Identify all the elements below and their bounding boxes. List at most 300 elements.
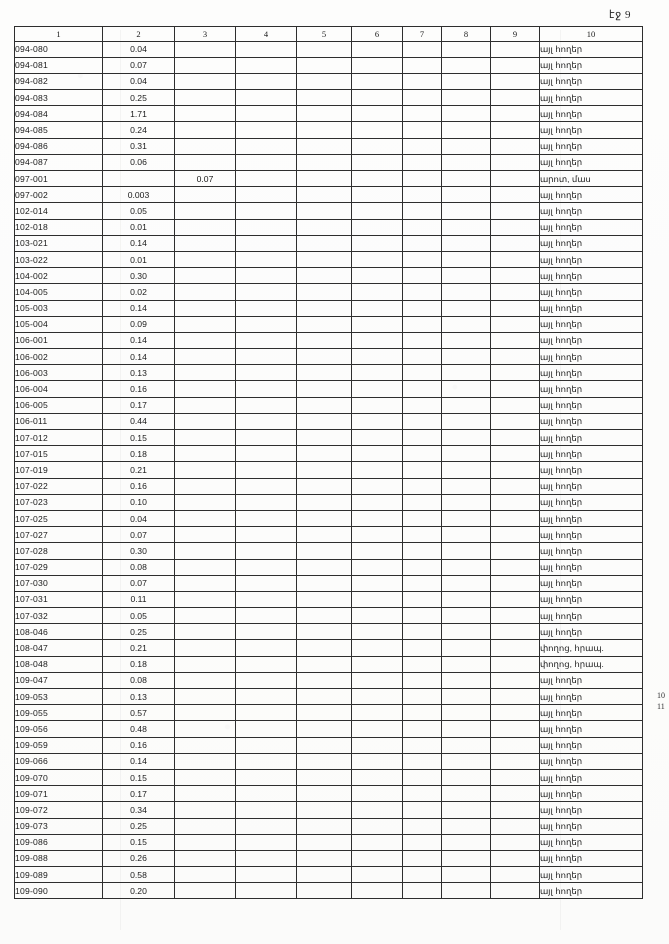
cell-col9 [491, 462, 540, 478]
cell-col9 [491, 41, 540, 57]
cell-land-type: այլ հողեր [540, 138, 643, 154]
cell-col8 [442, 478, 491, 494]
column-header-7: 7 [403, 27, 442, 42]
table-body [15, 41, 643, 899]
margin-note-1: 10 [657, 691, 665, 700]
cell-parcel-code: 109-047 [15, 672, 103, 688]
cell-col9 [491, 786, 540, 802]
cell-col5 [297, 818, 352, 834]
cell-col4 [236, 527, 297, 543]
cell-col4 [236, 41, 297, 57]
cell-col4 [236, 106, 297, 122]
cell-land-type: այլ հողեր [540, 413, 643, 429]
cell-col5 [297, 867, 352, 883]
cell-land-type: այլ հողեր [540, 753, 643, 769]
cell-area-col2: 0.15 [103, 430, 175, 446]
cell-area-col3 [175, 883, 236, 899]
cell-land-type: փողոց, հրապ. [540, 640, 643, 656]
cell-col6 [352, 543, 403, 559]
cell-area-col3 [175, 753, 236, 769]
cell-col7 [403, 365, 442, 381]
cell-col4 [236, 753, 297, 769]
cell-area-col2: 0.10 [103, 494, 175, 510]
cell-area-col2: 0.04 [103, 41, 175, 57]
cell-parcel-code: 094-085 [15, 122, 103, 138]
cell-col9 [491, 381, 540, 397]
cell-col7 [403, 316, 442, 332]
cell-land-type: այլ հողեր [540, 478, 643, 494]
cell-col7 [403, 122, 442, 138]
table-row [15, 446, 643, 462]
cell-parcel-code: 094-086 [15, 138, 103, 154]
table-row [15, 591, 643, 607]
cell-area-col2: 0.02 [103, 284, 175, 300]
cell-parcel-code: 094-084 [15, 106, 103, 122]
cell-col4 [236, 235, 297, 251]
cell-col6 [352, 73, 403, 89]
table-row [15, 219, 643, 235]
cell-col6 [352, 300, 403, 316]
cell-col9 [491, 543, 540, 559]
cell-area-col3 [175, 867, 236, 883]
cell-area-col3 [175, 494, 236, 510]
cell-col5 [297, 171, 352, 187]
table-row [15, 235, 643, 251]
cell-col6 [352, 90, 403, 106]
cell-col7 [403, 608, 442, 624]
cell-parcel-code: 107-031 [15, 591, 103, 607]
cell-col9 [491, 73, 540, 89]
cell-col8 [442, 786, 491, 802]
cell-col7 [403, 510, 442, 526]
cell-col8 [442, 834, 491, 850]
cell-parcel-code: 103-022 [15, 251, 103, 267]
cell-parcel-code: 109-059 [15, 737, 103, 753]
cell-land-type: այլ հողեր [540, 672, 643, 688]
cell-col6 [352, 769, 403, 785]
cell-col6 [352, 818, 403, 834]
cell-col5 [297, 187, 352, 203]
cell-area-col2: 0.26 [103, 850, 175, 866]
cell-col4 [236, 786, 297, 802]
cell-land-type: այլ հողեր [540, 591, 643, 607]
cell-area-col2: 0.25 [103, 90, 175, 106]
cell-col9 [491, 478, 540, 494]
cell-area-col2: 0.48 [103, 721, 175, 737]
table-row [15, 575, 643, 591]
cell-col9 [491, 171, 540, 187]
cell-col8 [442, 656, 491, 672]
column-header-9: 9 [491, 27, 540, 42]
cell-col8 [442, 219, 491, 235]
cell-col5 [297, 154, 352, 170]
cell-col7 [403, 494, 442, 510]
cell-col8 [442, 203, 491, 219]
cell-parcel-code: 104-002 [15, 268, 103, 284]
cell-col6 [352, 527, 403, 543]
table-row [15, 883, 643, 899]
cell-parcel-code: 103-021 [15, 235, 103, 251]
cell-parcel-code: 106-011 [15, 413, 103, 429]
cell-area-col3 [175, 672, 236, 688]
cell-col4 [236, 494, 297, 510]
table-row [15, 300, 643, 316]
cell-col8 [442, 527, 491, 543]
cell-col4 [236, 721, 297, 737]
cell-col4 [236, 122, 297, 138]
cell-col5 [297, 608, 352, 624]
cell-area-col3 [175, 251, 236, 267]
cell-col7 [403, 753, 442, 769]
cell-col8 [442, 41, 491, 57]
cell-col8 [442, 624, 491, 640]
cell-col6 [352, 689, 403, 705]
cell-land-type: այլ հողեր [540, 235, 643, 251]
cell-parcel-code: 097-001 [15, 171, 103, 187]
cell-col6 [352, 608, 403, 624]
cell-col7 [403, 721, 442, 737]
cell-col9 [491, 138, 540, 154]
cell-col9 [491, 867, 540, 883]
cell-col6 [352, 672, 403, 688]
cell-area-col2: 0.30 [103, 543, 175, 559]
cell-parcel-code: 094-087 [15, 154, 103, 170]
cell-area-col3 [175, 73, 236, 89]
cell-col5 [297, 769, 352, 785]
cell-land-type: այլ հողեր [540, 41, 643, 57]
cell-parcel-code: 107-015 [15, 446, 103, 462]
cell-col5 [297, 106, 352, 122]
cell-land-type: այլ հողեր [540, 187, 643, 203]
cell-col7 [403, 106, 442, 122]
table-row [15, 656, 643, 672]
cell-area-col2: 0.05 [103, 203, 175, 219]
cell-area-col2: 0.18 [103, 656, 175, 672]
cell-parcel-code: 109-072 [15, 802, 103, 818]
cell-land-type: այլ հողեր [540, 883, 643, 899]
cell-col9 [491, 268, 540, 284]
cell-col7 [403, 818, 442, 834]
cell-col6 [352, 883, 403, 899]
cell-land-type: այլ հողեր [540, 769, 643, 785]
cell-parcel-code: 102-014 [15, 203, 103, 219]
cell-parcel-code: 102-018 [15, 219, 103, 235]
cell-col9 [491, 219, 540, 235]
margin-annotations [657, 690, 665, 712]
cell-land-type: այլ հողեր [540, 527, 643, 543]
cell-col7 [403, 430, 442, 446]
cell-area-col2: 0.16 [103, 478, 175, 494]
cell-col8 [442, 802, 491, 818]
table-row [15, 154, 643, 170]
cell-parcel-code: 108-048 [15, 656, 103, 672]
cell-col6 [352, 640, 403, 656]
cell-col8 [442, 413, 491, 429]
cell-col5 [297, 90, 352, 106]
cell-area-col3 [175, 737, 236, 753]
cell-area-col2: 0.24 [103, 122, 175, 138]
cell-col7 [403, 332, 442, 348]
cell-col8 [442, 268, 491, 284]
cell-area-col2: 0.003 [103, 187, 175, 203]
column-header-6: 6 [352, 27, 403, 42]
cell-col4 [236, 559, 297, 575]
cell-col4 [236, 430, 297, 446]
cell-area-col2: 0.05 [103, 608, 175, 624]
cell-area-col3 [175, 122, 236, 138]
cell-parcel-code: 108-047 [15, 640, 103, 656]
cell-col9 [491, 365, 540, 381]
table-row [15, 90, 643, 106]
cell-col6 [352, 494, 403, 510]
cell-parcel-code: 094-081 [15, 57, 103, 73]
cell-area-col2: 0.13 [103, 365, 175, 381]
cell-col5 [297, 381, 352, 397]
cell-col4 [236, 413, 297, 429]
cell-parcel-code: 108-046 [15, 624, 103, 640]
cell-col5 [297, 284, 352, 300]
cell-area-col3 [175, 413, 236, 429]
cell-col5 [297, 219, 352, 235]
cell-area-col3 [175, 284, 236, 300]
cell-col4 [236, 478, 297, 494]
cell-parcel-code: 107-028 [15, 543, 103, 559]
cell-land-type: այլ հողեր [540, 219, 643, 235]
cell-col8 [442, 187, 491, 203]
cell-area-col2: 0.16 [103, 381, 175, 397]
cell-col9 [491, 883, 540, 899]
cell-col6 [352, 154, 403, 170]
table-row [15, 818, 643, 834]
column-header-3: 3 [175, 27, 236, 42]
cell-col6 [352, 235, 403, 251]
cell-land-type: այլ հողեր [540, 332, 643, 348]
cell-col4 [236, 171, 297, 187]
cell-col6 [352, 251, 403, 267]
cell-col7 [403, 802, 442, 818]
table-row [15, 430, 643, 446]
cell-col5 [297, 624, 352, 640]
cell-col8 [442, 284, 491, 300]
cell-col9 [491, 689, 540, 705]
cell-col5 [297, 834, 352, 850]
cell-col4 [236, 543, 297, 559]
cell-col9 [491, 349, 540, 365]
cell-col6 [352, 187, 403, 203]
cell-col6 [352, 106, 403, 122]
cell-col7 [403, 559, 442, 575]
cell-col9 [491, 705, 540, 721]
cell-col9 [491, 203, 540, 219]
cell-parcel-code: 094-083 [15, 90, 103, 106]
cell-col6 [352, 834, 403, 850]
cell-col5 [297, 430, 352, 446]
cell-col6 [352, 41, 403, 57]
cell-area-col2: 0.57 [103, 705, 175, 721]
cell-parcel-code: 107-012 [15, 430, 103, 446]
cell-col4 [236, 332, 297, 348]
cell-area-col2: 0.13 [103, 689, 175, 705]
cell-land-type: այլ հողեր [540, 154, 643, 170]
cell-col8 [442, 73, 491, 89]
cell-col7 [403, 478, 442, 494]
cell-col9 [491, 850, 540, 866]
cell-col4 [236, 268, 297, 284]
cell-col9 [491, 57, 540, 73]
cell-col4 [236, 349, 297, 365]
cell-col6 [352, 446, 403, 462]
cell-parcel-code: 106-005 [15, 397, 103, 413]
cell-area-col2: 0.21 [103, 640, 175, 656]
cell-area-col3 [175, 187, 236, 203]
table-row [15, 624, 643, 640]
cell-col7 [403, 867, 442, 883]
page-number-label: էջ 9 [608, 9, 631, 21]
cell-parcel-code: 105-004 [15, 316, 103, 332]
cell-col4 [236, 689, 297, 705]
cell-col6 [352, 381, 403, 397]
cell-col8 [442, 122, 491, 138]
cell-col9 [491, 90, 540, 106]
cell-area-col3 [175, 478, 236, 494]
cell-area-col2: 0.17 [103, 397, 175, 413]
cell-area-col3 [175, 300, 236, 316]
cell-col6 [352, 591, 403, 607]
cell-col5 [297, 478, 352, 494]
cell-col4 [236, 640, 297, 656]
cell-area-col3 [175, 656, 236, 672]
cell-col8 [442, 737, 491, 753]
cell-land-type: այլ հողեր [540, 802, 643, 818]
cell-col7 [403, 462, 442, 478]
cell-area-col2: 0.30 [103, 268, 175, 284]
cell-land-type: այլ հողեր [540, 624, 643, 640]
cell-col5 [297, 672, 352, 688]
cell-parcel-code: 097-002 [15, 187, 103, 203]
cell-area-col2: 0.14 [103, 332, 175, 348]
cell-col7 [403, 640, 442, 656]
cell-parcel-code: 107-030 [15, 575, 103, 591]
cell-col9 [491, 235, 540, 251]
cell-area-col3 [175, 332, 236, 348]
table-row [15, 543, 643, 559]
cell-col4 [236, 73, 297, 89]
cell-area-col3 [175, 349, 236, 365]
cell-col7 [403, 138, 442, 154]
cell-col7 [403, 527, 442, 543]
cell-area-col3 [175, 640, 236, 656]
cell-area-col2: 0.01 [103, 219, 175, 235]
cell-land-type: այլ հողեր [540, 510, 643, 526]
cell-col8 [442, 575, 491, 591]
cell-col8 [442, 608, 491, 624]
cell-col5 [297, 446, 352, 462]
cell-col5 [297, 73, 352, 89]
cell-col8 [442, 332, 491, 348]
cell-col7 [403, 268, 442, 284]
cell-area-col3 [175, 268, 236, 284]
cell-col7 [403, 187, 442, 203]
cell-area-col2: 0.07 [103, 57, 175, 73]
cell-col4 [236, 818, 297, 834]
cell-col6 [352, 867, 403, 883]
cell-area-col3 [175, 510, 236, 526]
cell-col5 [297, 850, 352, 866]
cell-col4 [236, 769, 297, 785]
cell-col4 [236, 446, 297, 462]
cell-col8 [442, 705, 491, 721]
cell-area-col3 [175, 219, 236, 235]
cell-col7 [403, 834, 442, 850]
cell-col9 [491, 591, 540, 607]
table-row [15, 381, 643, 397]
cell-area-col3 [175, 818, 236, 834]
table-row [15, 106, 643, 122]
cell-col8 [442, 883, 491, 899]
cell-parcel-code: 109-088 [15, 850, 103, 866]
cell-land-type: այլ հողեր [540, 705, 643, 721]
cell-col4 [236, 624, 297, 640]
cell-area-col2: 0.07 [103, 575, 175, 591]
cell-col7 [403, 883, 442, 899]
cell-col5 [297, 883, 352, 899]
cell-col4 [236, 381, 297, 397]
cell-area-col2: 0.14 [103, 300, 175, 316]
cell-parcel-code: 109-053 [15, 689, 103, 705]
cell-col5 [297, 462, 352, 478]
cell-area-col3 [175, 786, 236, 802]
cell-land-type: այլ հողեր [540, 737, 643, 753]
cell-area-col2: 0.31 [103, 138, 175, 154]
cell-col6 [352, 721, 403, 737]
cell-col9 [491, 122, 540, 138]
cell-col5 [297, 122, 352, 138]
cell-area-col2: 0.17 [103, 786, 175, 802]
cell-area-col3 [175, 608, 236, 624]
cell-area-col2: 0.34 [103, 802, 175, 818]
cell-col8 [442, 106, 491, 122]
cell-col7 [403, 689, 442, 705]
cell-parcel-code: 109-090 [15, 883, 103, 899]
cell-col9 [491, 672, 540, 688]
cell-area-col3 [175, 41, 236, 57]
cell-col6 [352, 510, 403, 526]
cell-col5 [297, 332, 352, 348]
cell-area-col2: 0.58 [103, 867, 175, 883]
table-row [15, 203, 643, 219]
cell-col4 [236, 737, 297, 753]
cell-col9 [491, 656, 540, 672]
cell-parcel-code: 106-002 [15, 349, 103, 365]
cell-area-col2: 0.07 [103, 527, 175, 543]
cell-area-col2: 0.08 [103, 672, 175, 688]
table-row [15, 527, 643, 543]
cell-land-type: այլ հողեր [540, 365, 643, 381]
cell-parcel-code: 107-029 [15, 559, 103, 575]
table-row [15, 737, 643, 753]
cell-col5 [297, 705, 352, 721]
cell-col4 [236, 608, 297, 624]
cell-col9 [491, 802, 540, 818]
cell-land-type: այլ հողեր [540, 786, 643, 802]
table-row [15, 284, 643, 300]
cell-land-type: այլ հողեր [540, 122, 643, 138]
cell-area-col3 [175, 90, 236, 106]
cell-land-type: այլ հողեր [540, 559, 643, 575]
cell-col8 [442, 867, 491, 883]
cell-col5 [297, 510, 352, 526]
cell-col9 [491, 300, 540, 316]
